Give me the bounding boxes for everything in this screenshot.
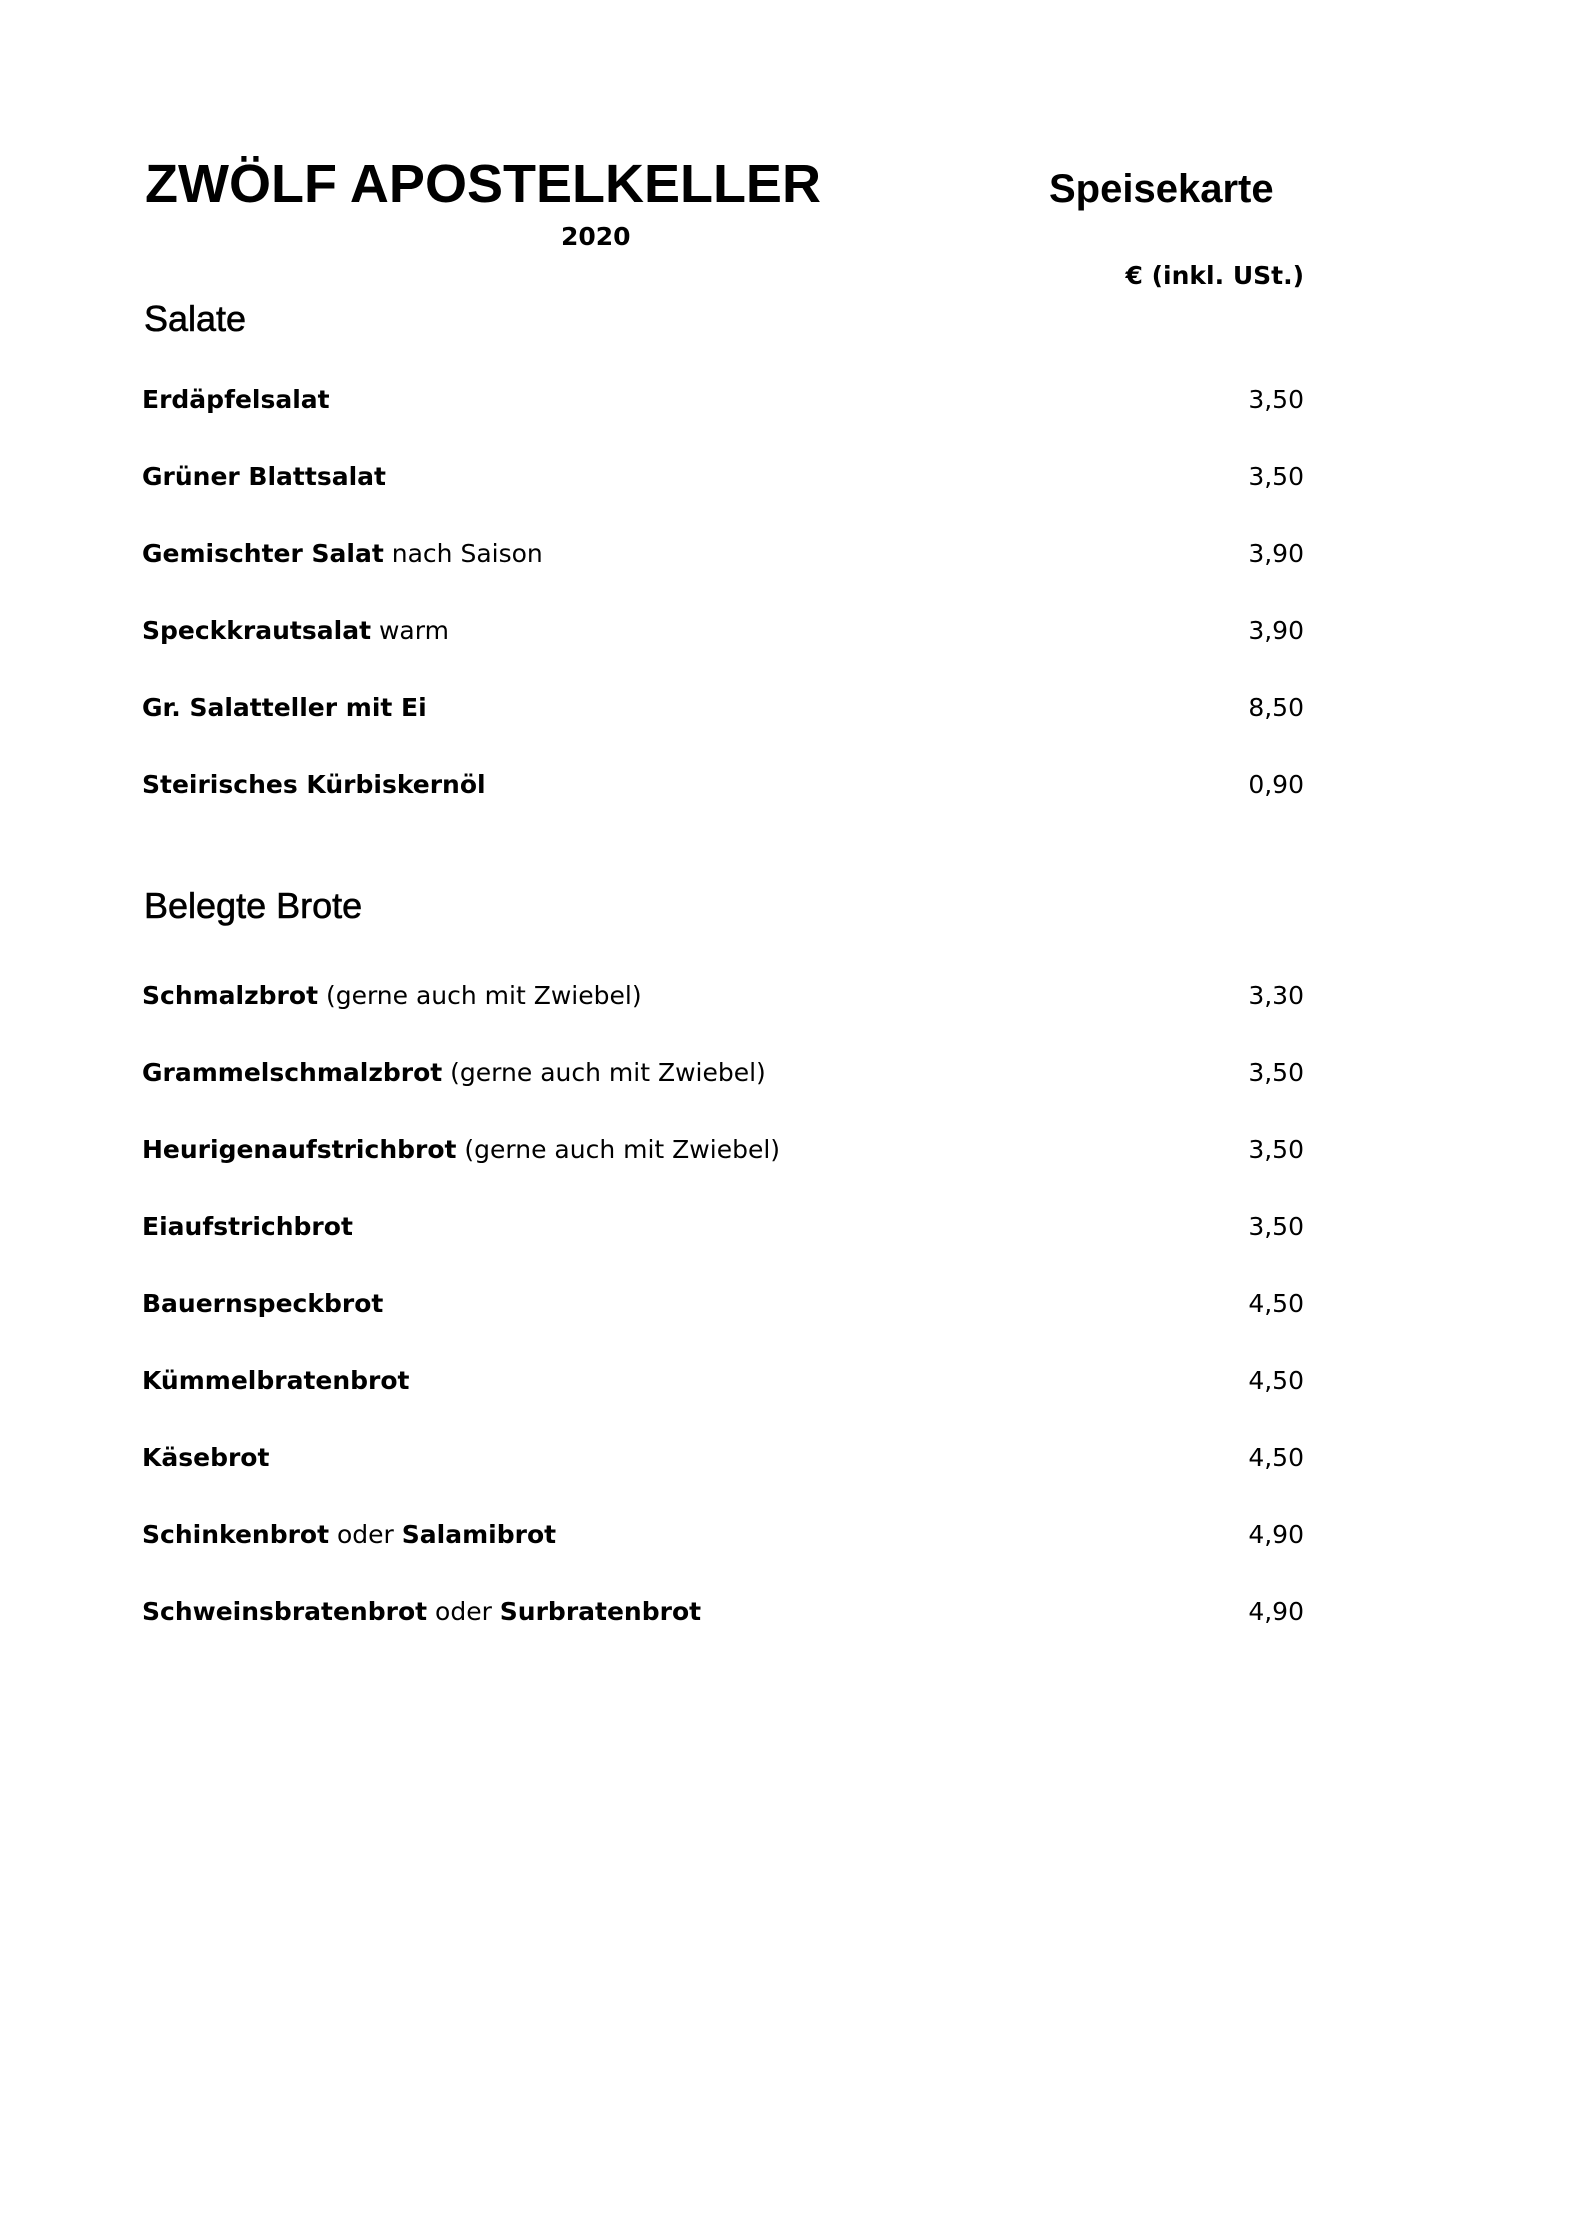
menu-item-name: Erdäpfelsalat <box>142 385 330 414</box>
menu-item-price: 3,50 <box>1248 1135 1304 1164</box>
menu-item <box>142 770 1304 847</box>
menu-list-salate <box>142 385 1304 847</box>
menu-item-name: Eiaufstrichbrot <box>142 1212 353 1241</box>
restaurant-name: ZWÖLF APOSTELKELLER <box>145 154 821 214</box>
menu-item-price: 4,90 <box>1248 1520 1304 1549</box>
menu-item <box>142 1135 1304 1212</box>
menu-item-price: 0,90 <box>1248 770 1304 799</box>
menu-item-name: Grüner Blattsalat <box>142 462 386 491</box>
menu-item-name: Schmalzbrot (gerne auch mit Zwiebel) <box>142 981 642 1010</box>
menu-item <box>142 385 1304 462</box>
menu-item <box>142 539 1304 616</box>
menu-item-name: Steirisches Kürbiskernöl <box>142 770 486 799</box>
menu-item-name: Heurigenaufstrichbrot (gerne auch mit Zwiebel) <box>142 1135 781 1164</box>
menu-item-price: 4,50 <box>1248 1366 1304 1395</box>
section-title-belegte-brote: Belegte Brote <box>144 885 363 926</box>
menu-item-price: 3,50 <box>1248 462 1304 491</box>
menu-year: 2020 <box>561 222 631 251</box>
menu-item <box>142 1443 1304 1520</box>
menu-item-price: 3,50 <box>1248 1212 1304 1241</box>
menu-item-price: 3,50 <box>1248 385 1304 414</box>
menu-item <box>142 1597 1304 1674</box>
menu-item <box>142 1289 1304 1366</box>
menu-item-price: 3,90 <box>1248 539 1304 568</box>
menu-item <box>142 693 1304 770</box>
menu-item-name: Schweinsbratenbrot oder Surbratenbrot <box>142 1597 702 1626</box>
menu-card-title: Speisekarte <box>1049 167 1274 211</box>
menu-item-price: 3,50 <box>1248 1058 1304 1087</box>
menu-item-name: Grammelschmalzbrot (gerne auch mit Zwiebel) <box>142 1058 766 1087</box>
menu-item-price: 4,50 <box>1248 1443 1304 1472</box>
menu-item-name: Schinkenbrot oder Salamibrot <box>142 1520 557 1549</box>
menu-item-name: Bauernspeckbrot <box>142 1289 384 1318</box>
price-unit-label: € (inkl. USt.) <box>1125 261 1304 290</box>
menu-item-name: Gemischter Salat nach Saison <box>142 539 543 568</box>
menu-item-price: 4,90 <box>1248 1597 1304 1626</box>
section-title-salate: Salate <box>144 298 247 339</box>
menu-item <box>142 981 1304 1058</box>
menu-item-price: 4,50 <box>1248 1289 1304 1318</box>
menu-item <box>142 1366 1304 1443</box>
menu-item <box>142 462 1304 539</box>
menu-item <box>142 1212 1304 1289</box>
menu-item-name: Gr. Salatteller mit Ei <box>142 693 427 722</box>
menu-item-name: Kümmelbratenbrot <box>142 1366 410 1395</box>
menu-item-price: 3,30 <box>1248 981 1304 1010</box>
menu-item-price: 3,90 <box>1248 616 1304 645</box>
menu-item <box>142 1058 1304 1135</box>
menu-item-price: 8,50 <box>1248 693 1304 722</box>
menu-item <box>142 1520 1304 1597</box>
menu-list-belegte-brote <box>142 981 1304 1674</box>
menu-item <box>142 616 1304 693</box>
menu-item-name: Speckkrautsalat warm <box>142 616 449 645</box>
menu-item-name: Käsebrot <box>142 1443 270 1472</box>
